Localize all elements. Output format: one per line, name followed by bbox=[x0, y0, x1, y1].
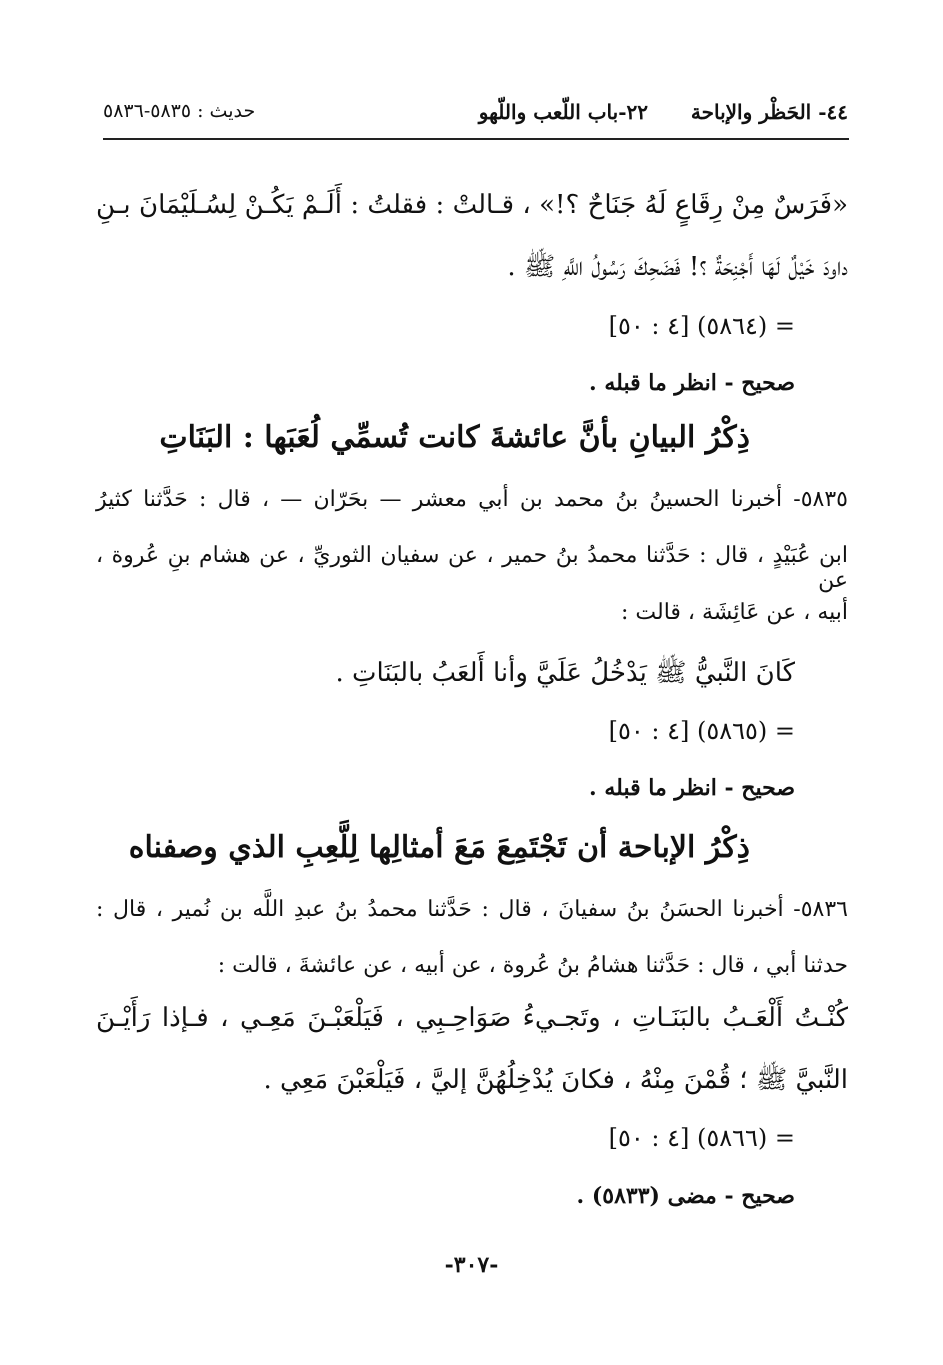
isnad-line: أبيه ، عن عَائِشَة ، قالت : bbox=[620, 600, 848, 625]
running-header bbox=[103, 100, 848, 134]
matn-line: كَانَ النَّبيُّ ﷺ يَدْخُلُ عَلَيَّ وأنا أَلعَبُ بالبَنَاتِ . bbox=[335, 658, 795, 688]
header-chapter-section: ٢٢-باب اللّعب واللّهو bbox=[478, 100, 648, 124]
isnad-line: ٥٨٣٦- أخبرنا الحسَنُ بنُ سفيانَ ، قال : حَدَّثنا محمدُ بنُ عبدِ اللَّه بن نُمير ، قال : bbox=[96, 897, 848, 922]
header-book-chapter: ٤٤- الحَظْر والإباحة bbox=[690, 100, 848, 124]
reference-line: = (٥٨٦٦) [٤ : ٥٠] bbox=[608, 1124, 795, 1152]
isnad-line: ابن عُبَيْدٍ ، قال : حَدَّثنا محمدُ بنُ حمير ، عن سفيان الثوريِّ ، عن هشام بنِ عُروة ، عن bbox=[96, 543, 848, 593]
paragraph-line: داودَ خَيْلٌ لَهَا أَجْنِحَةٌ ؟! فَضَحِكَ رَسُولُ اللَّهِ ﷺ . bbox=[507, 252, 848, 282]
header-rule bbox=[103, 138, 849, 140]
section-heading: ذِكْرُ البيانِ بأنَّ عائشةَ كانت تُسمِّي لُعَبَها : البَنَاتِ bbox=[159, 420, 750, 455]
grade-line: صحيح - انظر ما قبله . bbox=[589, 775, 795, 801]
section-heading: ذِكْرُ الإباحة أن تَجْتَمِعَ مَعَ أمثالِها لِلَّعِبِ الذي وصفناه bbox=[128, 830, 750, 865]
grade-line: صحيح - انظر ما قبله . bbox=[589, 370, 795, 396]
isnad-line: ٥٨٣٥- أخبرنا الحسينُ بنُ محمد بن أبي معشر — بحَرّان — ، قال : حَدَّثنا كثيرُ bbox=[96, 487, 848, 512]
header-hadith-range: حديث : ٥٨٣٥-٥٨٣٦ bbox=[103, 100, 256, 122]
page-number: -٣٠٧- bbox=[444, 1252, 499, 1278]
isnad-line: حدثنا أبي ، قال : حَدَّثنا هشامُ بنُ عُروة ، عن أبيه ، عن عائشةَ ، قالت : bbox=[217, 953, 848, 978]
reference-line: = (٥٨٦٤) [٤ : ٥٠] bbox=[608, 312, 795, 340]
matn-line: النَّبيَّ ﷺ ؛ قُمْنَ مِنْهُ ، فكانَ يُدْخِلُهُنَّ إليَّ ، فَيَلْعَبْنَ مَعِي . bbox=[263, 1065, 848, 1095]
grade-line: صحيح - مضى (٥٨٣٣) . bbox=[576, 1183, 795, 1209]
paragraph-line: «فَرَسٌ مِنْ رِقَاعٍ لَهُ جَنَاحٌ ؟!» ، قـالتْ : فقلتُ : أَلَـمْ يَكُـنْ لِسُـلَيْمَانَ بـنِ bbox=[96, 190, 848, 220]
reference-line: = (٥٨٦٥) [٤ : ٥٠] bbox=[608, 717, 795, 745]
matn-line: كُنْـتُ أَلْعَـبُ بالبَنَـاتِ ، وتَجـيءُ صَوَاحِـبِي ، فَيَلْعَبْـنَ مَعِـي ، فـإذا رَأَيْـنَ bbox=[96, 1003, 848, 1033]
